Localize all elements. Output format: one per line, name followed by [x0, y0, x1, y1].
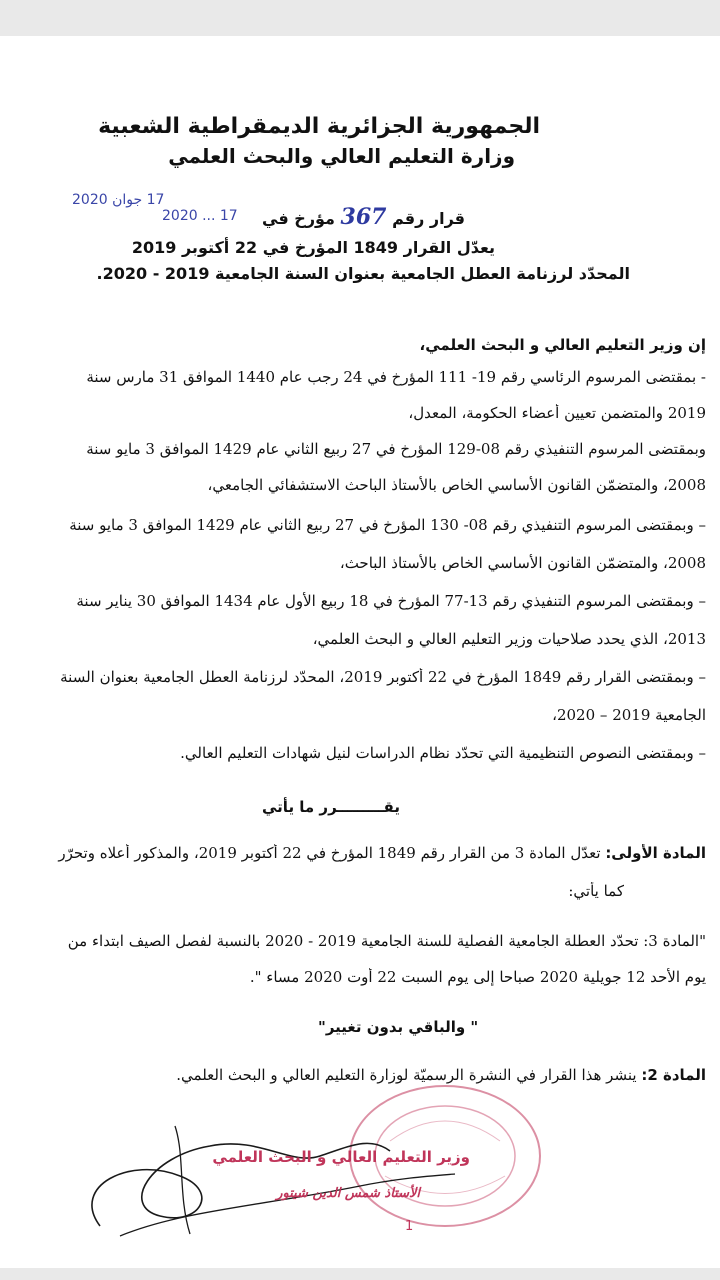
preamble-line: 2019 والمتضمن تعيين أعضاء الحكومة، المعدل، [408, 404, 706, 422]
minister-name: الأستاذ شمس الدين شيتور [276, 1186, 420, 1201]
title-line-3: المحدّد لرزنامة العطل الجامعية بعنوان السنة الجامعية 2019 - 2020. [96, 264, 630, 283]
decision-prefix: قرار رقم [392, 209, 465, 228]
preamble-line: وبمقتضى المرسوم التنفيذي رقم 08-129 المؤرخ في 27 ربيع الثاني عام 1429 الموافق 3 مايو سنة [86, 440, 706, 458]
article-1-label: المادة الأولى: [605, 844, 706, 862]
decides-heading: يقـــــــــرر ما يأتي [262, 798, 400, 816]
preamble-line: 2008، والمتضمّن القانون الأساسي الخاص بالأستاذ الباحث، [339, 554, 706, 572]
handwritten-date-mid: 2020 ... 17 [162, 208, 238, 224]
preamble-line: - بمقتضى المرسوم الرئاسي رقم 19- 111 المؤرخ في 24 رجب عام 1440 الموافق 31 مارس سنة [86, 368, 706, 386]
handwritten-signature [60, 1116, 480, 1246]
handwritten-decision-number: 367 [340, 204, 387, 230]
preamble-line: الجامعية 2019 – 2020، [552, 706, 706, 724]
bottom-bar [0, 1268, 720, 1280]
preamble-line: – وبمقتضى النصوص التنظيمية التي تحدّد نظام الدراسات لنيل شهادات التعليم العالي. [180, 744, 706, 762]
preamble-line: 2008، والمتضمّن القانون الأساسي الخاص بالأستاذ الباحث الاستشفائي الجامعي، [207, 476, 706, 494]
article-1-quote-line-2: يوم الأحد 12 جويلية 2020 صباحا إلى يوم السبت 22 أوت 2020 مساء ". [249, 968, 706, 986]
preamble-line: – وبمقتضى المرسوم التنفيذي رقم 08- 130 المؤرخ في 27 ربيع الثاني عام 1429 الموافق 3 مايو سنة [69, 516, 706, 534]
article-1-line [16, 844, 706, 862]
decision-number-line [262, 204, 465, 230]
republic-header: الجمهورية الجزائرية الديمقراطية الشعبية [98, 114, 540, 139]
preamble-opening: إن وزير التعليم العالي و البحث العلمي، [419, 336, 706, 354]
article-1-quote-line-1: "المادة 3: تحدّد العطلة الجامعية الفصلية للسنة الجامعية 2019 - 2020 بالنسبة لفصل الصيف ابتداء من [67, 932, 706, 950]
preamble-line: 2013، الذي يحدد صلاحيات وزير التعليم العالي و البحث العلمي، [312, 630, 706, 648]
article-1-text: تعدّل المادة 3 من القرار رقم 1849 المؤرخ في 22 أكتوبر 2019، والمذكور أعلاه وتحرّر [58, 844, 606, 862]
preamble-line: – وبمقتضى المرسوم التنفيذي رقم 13-77 المؤرخ في 18 ربيع الأول عام 1434 الموافق 30 يناير سنة [76, 592, 706, 610]
article-1-continuation: كما يأتي: [568, 882, 624, 900]
ministry-header: وزارة التعليم العالي والبحث العلمي [168, 144, 515, 168]
minister-title: وزير التعليم العالي و البحث العلمي [212, 1148, 470, 1166]
page-number: 1 [405, 1219, 414, 1234]
handwritten-date-left: 17 جوان 2020 [72, 192, 165, 208]
preamble-line: – وبمقتضى القرار رقم 1849 المؤرخ في 22 أكتوبر 2019، المحدّد لرزنامة العطل الجامعية بعنوان السنة [60, 668, 706, 686]
document-page [0, 36, 720, 1268]
article-2-text: ينشر هذا القرار في النشرة الرسميّة لوزارة التعليم العالي و البحث العلمي. [176, 1066, 642, 1084]
decision-suffix: مؤرخ في [262, 209, 335, 228]
rest-unchanged: " والباقي بدون تغيير" [318, 1018, 479, 1036]
title-line-2: يعدّل القرار 1849 المؤرخ في 22 أكتوبر 2019 [131, 238, 495, 257]
article-2-label: المادة 2: [641, 1066, 706, 1084]
